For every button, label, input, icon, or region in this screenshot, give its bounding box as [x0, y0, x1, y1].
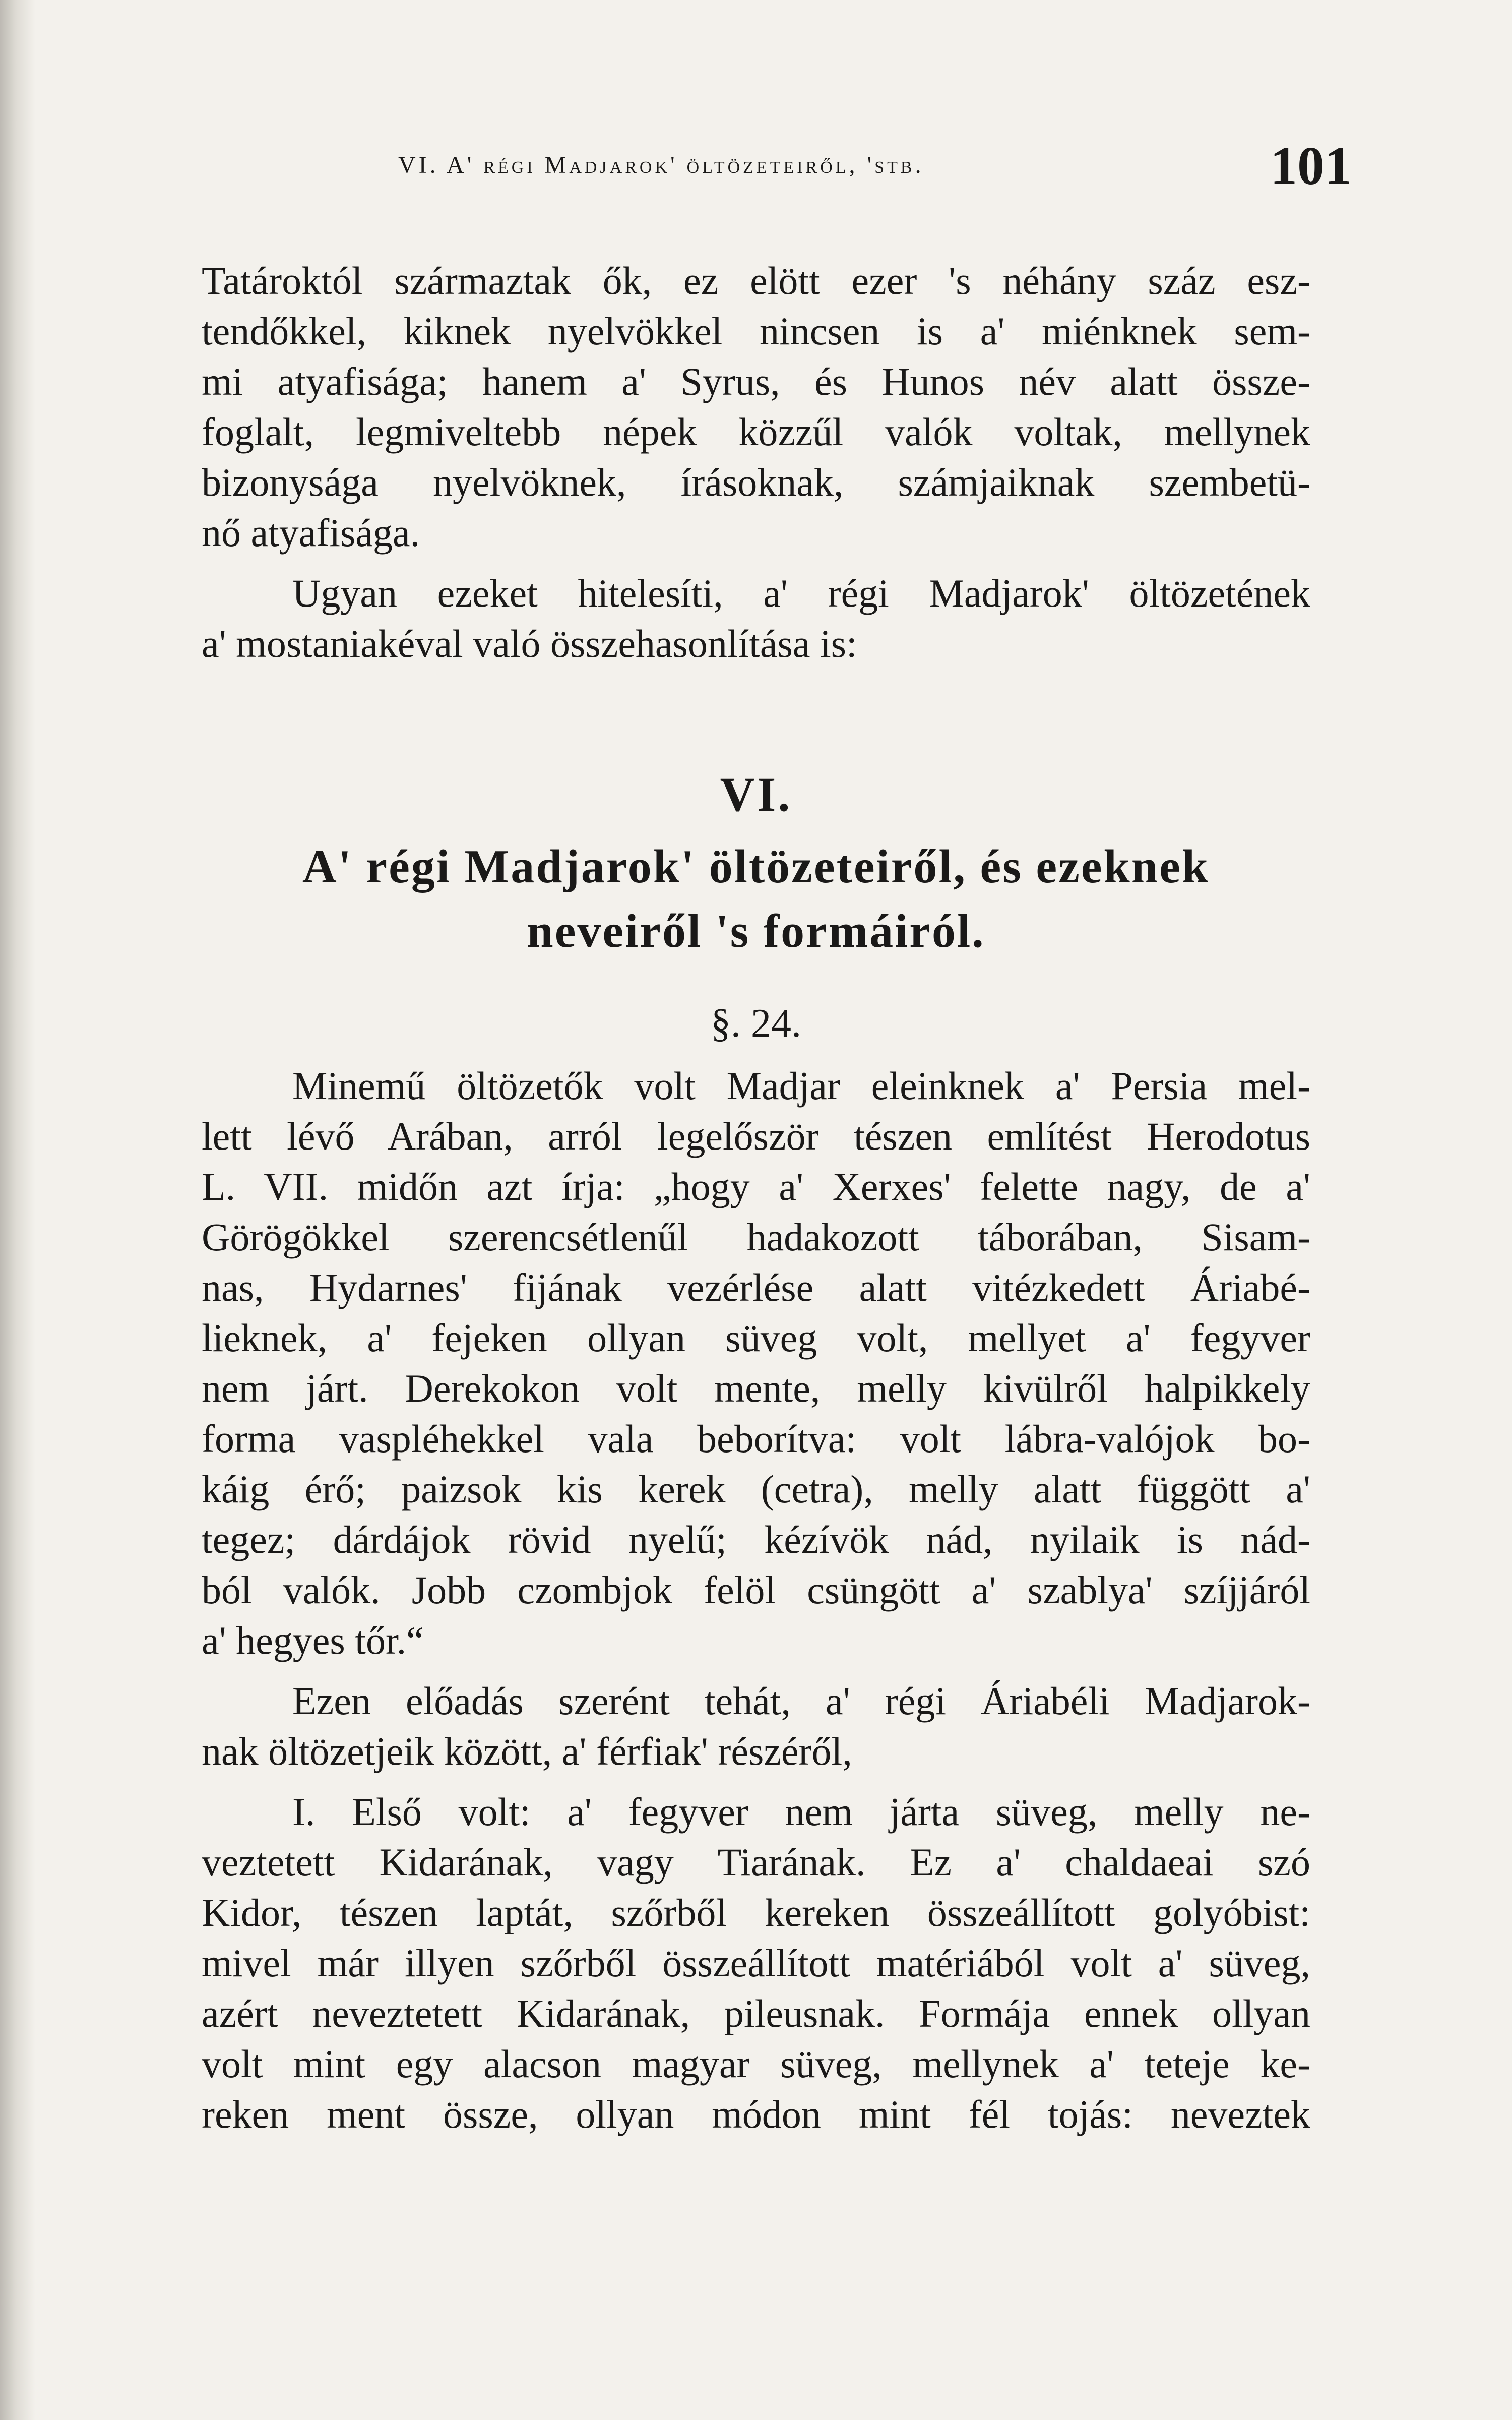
text-line: ból valók. Jobb czombjok felöl csüngött a' szablya' szíjjáról: [202, 1568, 1310, 1612]
text-line: Görögökkel szerencsétlenűl hadakozott táborában, Sisam-: [202, 1215, 1310, 1259]
text-line: nő atyafisága.: [202, 511, 420, 555]
text-line: veztetett Kidarának, vagy Tiarának. Ez a' chaldaeai szó: [202, 1840, 1310, 1884]
page-number: 101: [1270, 136, 1352, 196]
text-line: a' hegyes tőr.“: [202, 1618, 424, 1662]
text-line: nak öltözetjeik között, a' férfiak' részéről,: [202, 1729, 852, 1773]
text-line: forma vaspléhekkel vala beborítva: volt lábra-valójok bo-: [202, 1417, 1310, 1461]
text-line: bizonysága nyelvöknek, írásoknak, számjaiknak szembetü-: [202, 460, 1310, 504]
text-line: lieknek, a' fejeken ollyan süveg volt, mellyet a' fegyver: [202, 1316, 1310, 1360]
text-line: I. Első volt: a' fegyver nem járta süveg, melly ne-: [292, 1790, 1310, 1834]
heading-line: A' régi Madjarok' öltözeteiről, és ezeknek: [302, 840, 1210, 893]
text-line: reken ment össze, ollyan módon mint fél tojás: neveztek: [202, 2092, 1310, 2136]
text-line: Kidor, tészen laptát, szőrből kereken összeállított golyóbist:: [202, 1891, 1310, 1934]
text-line: tendőkkel, kiknek nyelvökkel nincsen is a' miénknek sem-: [202, 309, 1310, 353]
heading-line: neveiről 's formáiról.: [527, 905, 985, 957]
text-line: Minemű öltözetők volt Madjar eleinknek a' Persia mel-: [292, 1064, 1310, 1108]
text-line: nas, Hydarnes' fijának vezérlése alatt vitézkedett Áriabé-: [202, 1265, 1310, 1309]
text-line: azért neveztetett Kidarának, pileusnak. Formája ennek ollyan: [202, 1991, 1310, 2035]
text-line: nem járt. Derekokon volt mente, melly kivülről halpikkely: [202, 1366, 1310, 1410]
page-binding-edge: [0, 0, 35, 2420]
text-line: Tatároktól származtak ők, ez elött ezer 's néhány száz esz-: [202, 259, 1310, 302]
text-line: volt mint egy alacson magyar süveg, mellynek a' teteje ke-: [202, 2042, 1310, 2086]
text-line: káig érő; paizsok kis kerek (cetra), melly alatt függött a': [202, 1467, 1310, 1511]
text-line: foglalt, legmiveltebb népek közzűl valók voltak, mellynek: [202, 410, 1310, 454]
text-line: lett lévő Arában, arról legelőször tészen említést Herodotus: [202, 1114, 1310, 1158]
text-line: a' mostaniakéval való összehasonlítása is:: [202, 622, 857, 666]
text-line: Ugyan ezeket hitelesíti, a' régi Madjarok' öltözetének: [292, 571, 1310, 615]
text-line: L. VII. midőn azt írja: „hogy a' Xerxes' felette nagy, de a': [202, 1165, 1310, 1208]
paragraph-number: §. 24.: [711, 1001, 801, 1046]
section-number: VI.: [720, 767, 792, 821]
text-line: tegez; dárdájok rövid nyelű; kézívök nád, nyilaik is nád-: [202, 1518, 1310, 1561]
running-head: VI. A' régi Madjarok' öltözeteiről, 'stb.: [398, 152, 924, 178]
text-line: mivel már illyen szőrből összeállított matériából volt a' süveg,: [202, 1941, 1310, 1985]
text-line: mi atyafisága; hanem a' Syrus, és Hunos név alatt össze-: [202, 359, 1310, 403]
text-line: Ezen előadás szerént tehát, a' régi Áriabéli Madjarok-: [292, 1679, 1310, 1723]
